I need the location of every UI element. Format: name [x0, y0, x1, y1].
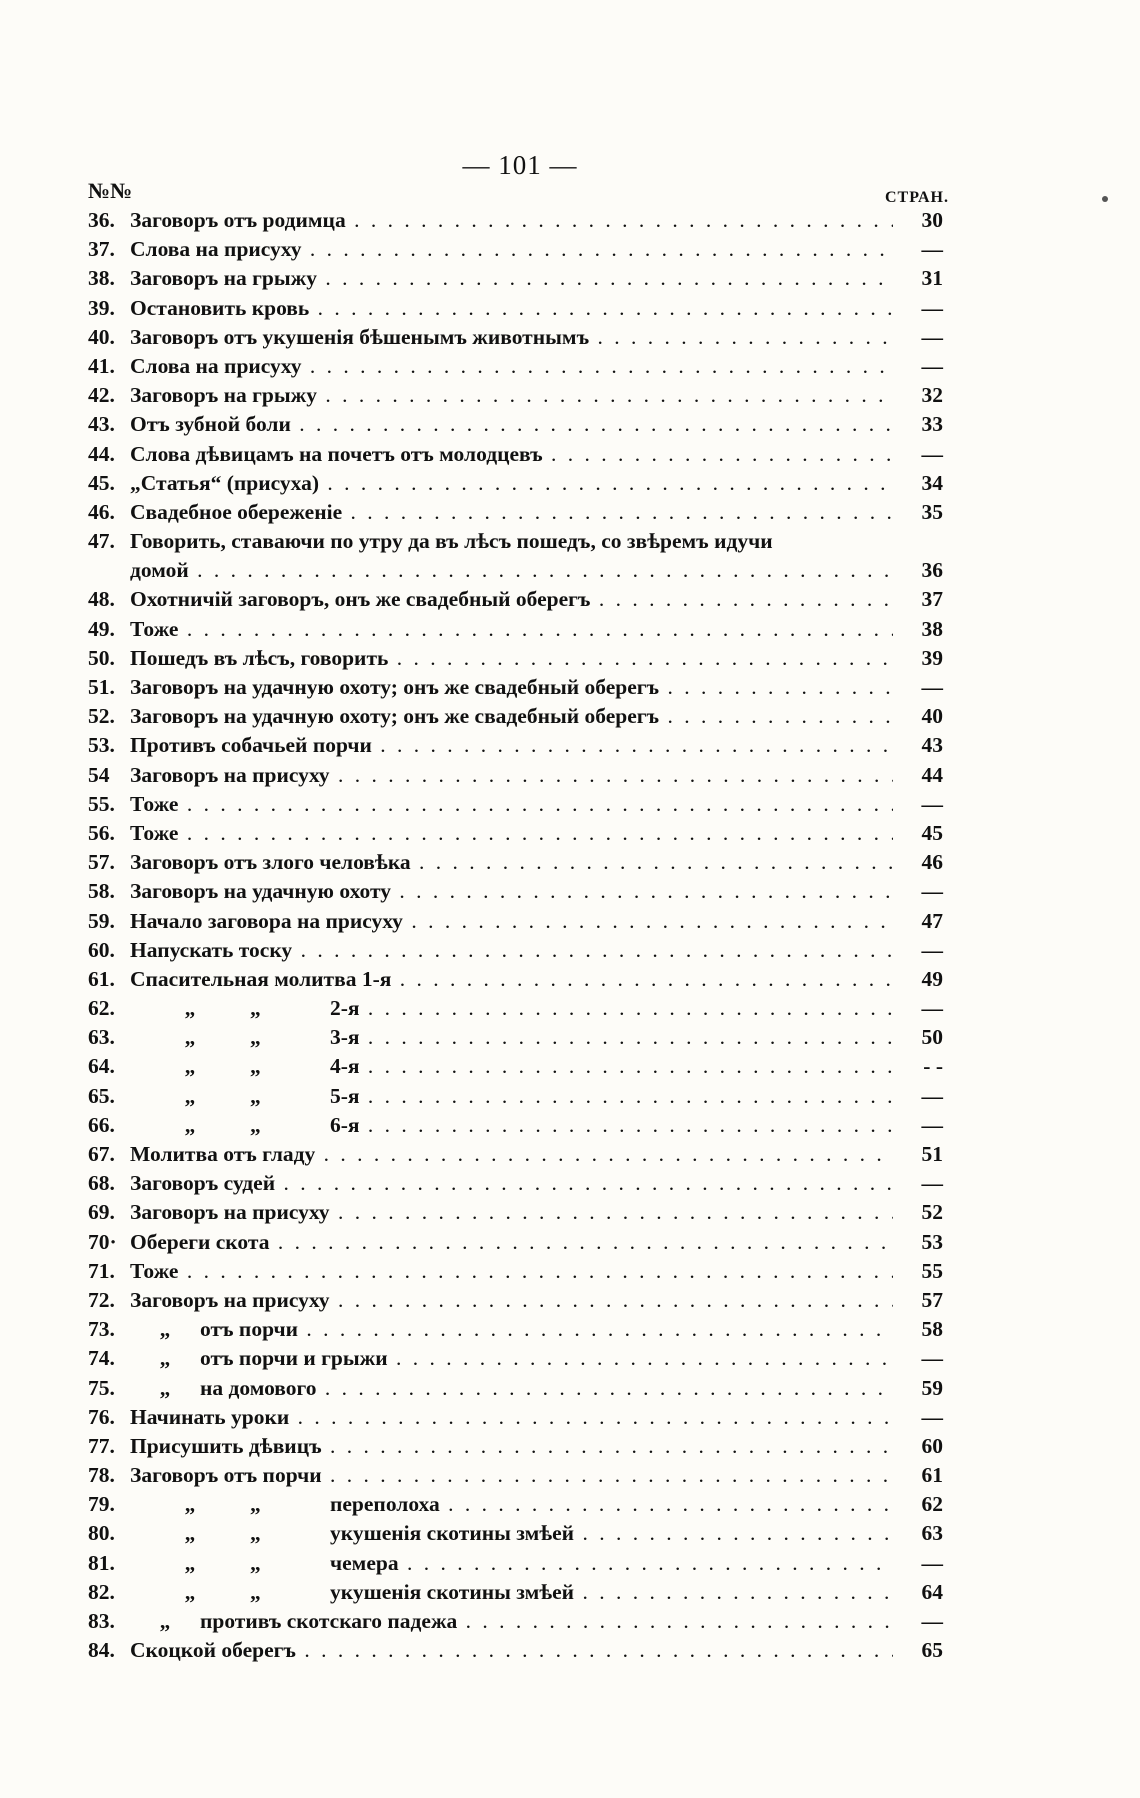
- ditto-mark: „: [250, 1579, 261, 1604]
- entry-title: [130, 1023, 893, 1052]
- entry-title-text: Отъ зубной боли: [130, 412, 291, 437]
- toc-entry: [88, 294, 943, 323]
- entry-number: 52.: [88, 704, 115, 729]
- toc-entry: [88, 352, 943, 381]
- toc-entry: [88, 1257, 943, 1286]
- toc-entry: [88, 1607, 943, 1636]
- entry-title-text: Заговоръ на грыжу: [130, 383, 317, 408]
- entry-page: 64: [921, 1579, 943, 1604]
- entry-title: [130, 1111, 893, 1140]
- entry-title-text: 2-я: [330, 996, 360, 1021]
- entry-page: 59: [921, 1375, 943, 1400]
- entry-title: [130, 294, 893, 323]
- entry-number: 46.: [88, 499, 115, 524]
- entry-page: 63: [921, 1521, 943, 1546]
- entry-page: 50: [921, 1025, 943, 1050]
- entry-title: [130, 235, 893, 264]
- ditto-mark: „: [250, 996, 261, 1021]
- entry-number: 54: [88, 762, 110, 787]
- entry-title: [130, 761, 893, 790]
- ditto-mark: „: [184, 1492, 196, 1517]
- table-of-contents: [88, 206, 943, 1665]
- ditto-mark: „: [184, 996, 196, 1021]
- entry-number: 57.: [88, 850, 115, 875]
- toc-entry: [88, 1052, 943, 1081]
- entry-title-text: переполоха: [330, 1492, 440, 1517]
- toc-entry: [88, 1286, 943, 1315]
- ditto-mark: „: [250, 1550, 261, 1575]
- entry-page: 30: [921, 208, 943, 232]
- entry-title: [130, 994, 893, 1023]
- entry-title-text: Присушить дѣвицъ: [130, 1433, 322, 1458]
- entry-title-text: Заговоръ отъ порчи: [130, 1463, 322, 1488]
- entry-number: 45.: [88, 470, 115, 495]
- toc-entry: [88, 1228, 943, 1257]
- toc-entry: [88, 1636, 943, 1665]
- entry-page: 45: [921, 820, 943, 845]
- entry-title-text: Напускать тоску: [130, 937, 293, 962]
- entry-title-text: отъ порчи и грыжи: [200, 1346, 388, 1371]
- toc-entry: [88, 1023, 943, 1052]
- toc-entry: [88, 1140, 943, 1169]
- entry-page: 60: [921, 1433, 943, 1458]
- toc-entry: [88, 1578, 943, 1607]
- toc-entry: [88, 1490, 943, 1519]
- entry-page: —: [921, 879, 943, 904]
- entry-number: 64.: [88, 1054, 115, 1079]
- entry-number: 61.: [88, 966, 115, 991]
- toc-entry: [88, 761, 943, 790]
- ditto-mark: „: [184, 1579, 196, 1604]
- entry-title: [130, 585, 893, 614]
- entry-title-text: Заговоръ отъ родимца: [130, 208, 346, 232]
- entry-page: 36: [921, 558, 943, 583]
- entry-page: —: [921, 353, 943, 378]
- entry-title-text: Заговоръ на присуху: [130, 762, 330, 787]
- entry-number: 60.: [88, 937, 115, 962]
- entry-page: 35: [921, 499, 943, 524]
- entry-title-text: Заговоръ на удачную охоту; онъ же свадебный оберегъ: [130, 675, 660, 700]
- entry-title: [130, 1169, 893, 1198]
- entry-page: 38: [921, 616, 943, 641]
- entry-title: [130, 440, 893, 469]
- entry-title: [130, 1344, 893, 1373]
- entry-number: 38.: [88, 266, 115, 291]
- entry-number: 43.: [88, 412, 115, 437]
- entry-title-text: чемера: [330, 1550, 399, 1575]
- entry-number: 81.: [88, 1550, 115, 1575]
- entry-title-text: Свадебное обереженіе: [130, 499, 343, 524]
- entry-title: [130, 206, 893, 235]
- entry-page: 57: [921, 1287, 943, 1312]
- entry-page: - -: [923, 1054, 943, 1079]
- entry-title: [130, 1549, 893, 1578]
- entry-number: 51.: [88, 675, 115, 700]
- ditto-mark: „: [184, 1025, 196, 1050]
- entry-page: 62: [921, 1492, 943, 1517]
- toc-entry: [88, 440, 943, 469]
- entry-title: [130, 1257, 893, 1286]
- ditto-mark: „: [184, 1521, 196, 1546]
- entry-title: [130, 936, 893, 965]
- entry-title: [130, 1519, 893, 1548]
- entry-page: 32: [921, 383, 943, 408]
- entry-title: [130, 965, 893, 994]
- entry-title-text: укушенія скотины змѣей: [330, 1521, 575, 1546]
- toc-entry: [88, 673, 943, 702]
- entry-title-text: отъ порчи: [200, 1317, 299, 1342]
- entry-number: 79.: [88, 1492, 115, 1517]
- entry-title-text: Заговоръ на присуху: [130, 1287, 330, 1312]
- entry-number: 41.: [88, 353, 115, 378]
- entry-page: —: [921, 675, 943, 700]
- page-number: — 101 —: [462, 150, 578, 180]
- entry-number: 42.: [88, 383, 115, 408]
- entry-title: [130, 1228, 893, 1257]
- entry-title-text: Начало заговора на присуху: [130, 908, 403, 933]
- entry-title: [130, 702, 893, 731]
- toc-entry: [88, 1403, 943, 1432]
- entry-title: [130, 381, 893, 410]
- entry-title: [130, 1403, 893, 1432]
- entry-title-text: Пошедъ въ лѣсъ, говорить: [130, 645, 389, 670]
- entry-title-text: Слова на присуху: [130, 237, 302, 262]
- entry-page: 40: [921, 704, 943, 729]
- entry-number: 76.: [88, 1404, 115, 1429]
- entry-number: 40.: [88, 324, 115, 349]
- entry-page: 65: [921, 1638, 943, 1663]
- entry-title-text: 3-я: [330, 1025, 360, 1050]
- toc-entry: [88, 206, 943, 235]
- ditto-mark: „: [159, 1346, 171, 1371]
- entry-title-continuation: домой . . .: [130, 556, 893, 585]
- entry-title: [130, 469, 893, 498]
- entry-title-text: Заговоръ отъ злого человѣка: [130, 850, 411, 875]
- entry-page: —: [921, 1112, 943, 1137]
- entry-title: [130, 1198, 893, 1227]
- entry-title: [130, 615, 893, 644]
- scan-speck: [1102, 196, 1108, 202]
- entry-page: —: [921, 324, 943, 349]
- entry-title: [130, 790, 893, 819]
- ditto-mark: „: [250, 1112, 261, 1137]
- entry-title: [130, 1286, 893, 1315]
- entry-number: 62.: [88, 996, 115, 1021]
- entry-title-text: Противъ собачьей порчи: [130, 733, 372, 758]
- entry-number: 59.: [88, 908, 115, 933]
- toc-entry: [88, 1461, 943, 1490]
- entry-title-text: Заговоръ на грыжу: [130, 266, 317, 291]
- entry-page: 47: [921, 908, 943, 933]
- entry-title-text: Скоцкой оберегъ: [130, 1638, 296, 1663]
- entry-title-text: Слова дѣвицамъ на почетъ отъ молодцевъ: [130, 441, 543, 466]
- entry-number: 67.: [88, 1142, 115, 1167]
- entry-title: [130, 673, 893, 702]
- entry-title: [130, 1052, 893, 1081]
- ditto-mark: „: [250, 1521, 261, 1546]
- toc-entry: [88, 1344, 943, 1373]
- entry-page: —: [921, 996, 943, 1021]
- toc-entry: [88, 994, 943, 1023]
- entry-number: 48.: [88, 587, 115, 612]
- entry-number: 50.: [88, 645, 115, 670]
- entry-number: 71.: [88, 1258, 115, 1283]
- toc-entry: [88, 498, 943, 527]
- entry-number: 44.: [88, 441, 115, 466]
- entry-title: [130, 644, 893, 673]
- toc-entry: [88, 1315, 943, 1344]
- entry-page: 44: [921, 762, 943, 787]
- entry-page: —: [921, 1609, 943, 1634]
- entry-title-text: Заговоръ на присуху: [130, 1200, 330, 1225]
- ditto-mark: „: [184, 1550, 196, 1575]
- ditto-mark: „: [159, 1375, 171, 1400]
- entry-title: [130, 1082, 893, 1111]
- entry-page: 33: [921, 412, 943, 437]
- entry-number: 37.: [88, 237, 115, 262]
- ditto-mark: „: [184, 1083, 196, 1108]
- entry-title-text: Тоже: [130, 616, 179, 641]
- entry-page: 43: [921, 733, 943, 758]
- entry-number: 74.: [88, 1346, 115, 1371]
- entry-title: [130, 498, 893, 527]
- entry-number: 77.: [88, 1433, 115, 1458]
- toc-entry: [88, 848, 943, 877]
- ditto-mark: „: [250, 1492, 261, 1517]
- toc-entry: [88, 1198, 943, 1227]
- entry-number: 70·: [88, 1229, 117, 1254]
- toc-entry: [88, 615, 943, 644]
- entry-number: 68.: [88, 1171, 115, 1196]
- entry-page: —: [921, 237, 943, 262]
- entry-title-text: Тоже: [130, 791, 179, 816]
- column-header-page: СТРАН.: [885, 189, 949, 206]
- entry-page: —: [921, 791, 943, 816]
- entry-page: —: [921, 1404, 943, 1429]
- entry-page: —: [921, 1550, 943, 1575]
- entry-title: [130, 323, 893, 352]
- entry-title: [130, 877, 893, 906]
- entry-page: 31: [921, 266, 943, 291]
- toc-entry: [88, 469, 943, 498]
- ditto-mark: „: [250, 1083, 261, 1108]
- entry-title: [130, 1607, 893, 1636]
- entry-page: 37: [921, 587, 943, 612]
- entry-number: 66.: [88, 1112, 115, 1137]
- ditto-mark: „: [250, 1054, 261, 1079]
- toc-entry: [88, 235, 943, 264]
- entry-title-text: Заговоръ судей: [130, 1171, 276, 1196]
- entry-number: 55.: [88, 791, 115, 816]
- entry-page: 34: [921, 470, 943, 495]
- entry-title-text: Спасительная молитва 1-я: [130, 966, 392, 991]
- entry-title-text: Начинать уроки: [130, 1404, 290, 1429]
- entry-page: —: [921, 1083, 943, 1108]
- entry-title: [130, 731, 893, 760]
- toc-entry: [88, 965, 943, 994]
- entry-page: 52: [921, 1200, 943, 1225]
- entry-title-text: Молитва отъ гладу: [130, 1142, 316, 1167]
- entry-title: [130, 848, 893, 877]
- entry-title: [130, 1140, 893, 1169]
- toc-entry: [88, 381, 943, 410]
- entry-page: —: [921, 441, 943, 466]
- toc-entry: [88, 264, 943, 293]
- entry-number: 36.: [88, 208, 115, 232]
- toc-entry: [88, 1519, 943, 1548]
- entry-title-text: Остановить кровь: [130, 295, 310, 320]
- toc-entry: [88, 527, 943, 585]
- entry-number: 63.: [88, 1025, 115, 1050]
- entry-number: 56.: [88, 820, 115, 845]
- entry-number: 83.: [88, 1609, 115, 1634]
- entry-page: 49: [921, 966, 943, 991]
- toc-entry: [88, 1374, 943, 1403]
- entry-number: 75.: [88, 1375, 115, 1400]
- entry-number: 84.: [88, 1638, 115, 1663]
- entry-page: 53: [921, 1229, 943, 1254]
- entry-page: —: [921, 1346, 943, 1371]
- entry-page: 51: [921, 1142, 943, 1167]
- toc-entry: [88, 585, 943, 614]
- entry-title-text: 4-я: [330, 1054, 360, 1079]
- toc-entry: [88, 1111, 943, 1140]
- entry-title-text: Обереги скота: [130, 1229, 270, 1254]
- toc-entry: [88, 1432, 943, 1461]
- entry-title: [130, 907, 893, 936]
- column-header-number: №№: [88, 178, 133, 203]
- entry-title: [130, 1636, 893, 1665]
- entry-number: 72.: [88, 1287, 115, 1312]
- entry-title-text: Тоже: [130, 820, 179, 845]
- entry-number: 47.: [88, 529, 115, 554]
- entry-title: [130, 527, 893, 585]
- entry-title: [130, 352, 893, 381]
- entry-title: [130, 410, 893, 439]
- entry-title: [130, 1315, 893, 1344]
- entry-title-text: укушенія скотины змѣей: [330, 1579, 575, 1604]
- entry-number: 78.: [88, 1463, 115, 1488]
- toc-entry: [88, 323, 943, 352]
- toc-entry: [88, 1169, 943, 1198]
- toc-entry: [88, 702, 943, 731]
- entry-number: 49.: [88, 616, 115, 641]
- entry-title-text: Заговоръ на удачную охоту: [130, 879, 392, 904]
- entry-page: —: [921, 295, 943, 320]
- toc-entry: [88, 790, 943, 819]
- entry-title-text: „Статья“ (присуха): [130, 470, 319, 495]
- entry-title: [130, 1461, 893, 1490]
- toc-entry: [88, 907, 943, 936]
- entry-number: 73.: [88, 1317, 115, 1342]
- entry-page: 39: [921, 645, 943, 670]
- ditto-mark: „: [159, 1317, 171, 1342]
- entry-title-text: на домового: [200, 1375, 317, 1400]
- toc-entry: [88, 644, 943, 673]
- entry-page: 46: [921, 850, 943, 875]
- entry-title-text: Охотничій заговоръ, онъ же свадебный оберегъ: [130, 587, 591, 612]
- ditto-mark: „: [184, 1112, 196, 1137]
- entry-page: 58: [921, 1317, 943, 1342]
- entry-title-text: 5-я: [330, 1083, 360, 1108]
- entry-title: [130, 1374, 893, 1403]
- entry-title-text: Заговоръ отъ укушенія бѣшенымъ животнымъ: [130, 324, 590, 349]
- ditto-mark: „: [159, 1609, 171, 1634]
- entry-title-text: Заговоръ на удачную охоту; онъ же свадебный оберегъ: [130, 704, 660, 729]
- entry-page: 55: [921, 1258, 943, 1283]
- entry-number: 80.: [88, 1521, 115, 1546]
- entry-title: [130, 1578, 893, 1607]
- entry-number: 53.: [88, 733, 115, 758]
- toc-entry: [88, 410, 943, 439]
- entry-title-text: 6-я: [330, 1112, 360, 1137]
- entry-number: 58.: [88, 879, 115, 904]
- entry-title-text: противъ скотскаго падежа: [200, 1609, 458, 1634]
- entry-number: 39.: [88, 295, 115, 320]
- entry-title-text: Слова на присуху: [130, 353, 302, 378]
- entry-title: [130, 819, 893, 848]
- toc-entry: [88, 1082, 943, 1111]
- ditto-mark: „: [184, 1054, 196, 1079]
- entry-page: —: [921, 937, 943, 962]
- toc-entry: [88, 1549, 943, 1578]
- entry-title-text: Говорить, ставаючи по утру да въ лѣсъ пошедъ, со звѣремъ идучи: [130, 529, 773, 554]
- entry-page: —: [921, 1171, 943, 1196]
- toc-entry: [88, 819, 943, 848]
- entry-page: 61: [921, 1463, 943, 1488]
- entry-number: 69.: [88, 1200, 115, 1225]
- toc-entry: [88, 936, 943, 965]
- toc-entry: [88, 877, 943, 906]
- entry-title: [130, 1490, 893, 1519]
- entry-title: [130, 1432, 893, 1461]
- toc-entry: [88, 731, 943, 760]
- entry-title: [130, 264, 893, 293]
- entry-number: 82.: [88, 1579, 115, 1604]
- entry-title-text: Тоже: [130, 1258, 179, 1283]
- ditto-mark: „: [250, 1025, 261, 1050]
- entry-number: 65.: [88, 1083, 115, 1108]
